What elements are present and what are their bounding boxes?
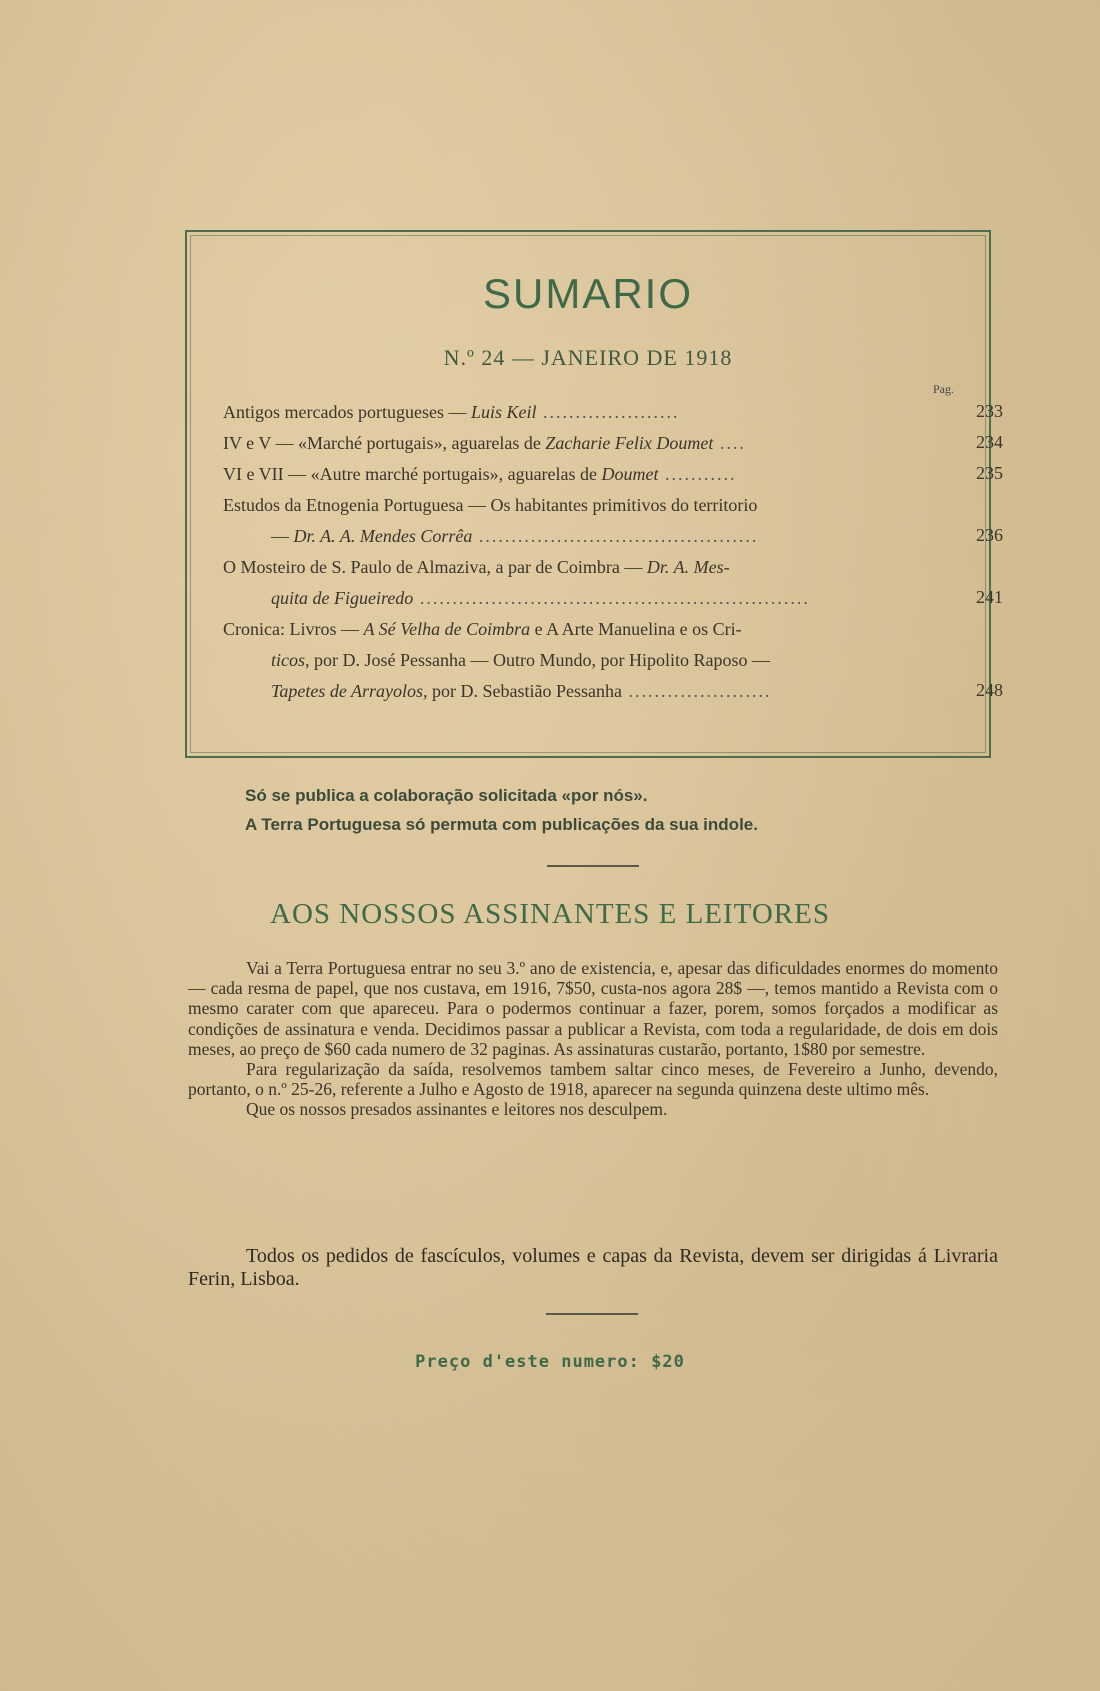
toc-text: A Sé Velha de Coimbra — [363, 619, 531, 639]
toc-text: Dr. A. Mes- — [646, 557, 730, 577]
toc-text: O Mosteiro de S. Paulo de Almaziva, a par de Coimbra — — [223, 557, 647, 577]
leader-dots: ........................................... — [472, 526, 759, 546]
issue-line: N.º 24 — JANEIRO DE 1918 — [443, 345, 733, 370]
issue-price: Preço d'este numero: $20 — [415, 1352, 685, 1372]
divider — [547, 865, 639, 867]
toc-page-number: 236 — [976, 525, 1003, 545]
toc-entry-line — [223, 645, 963, 676]
toc-entry-line — [223, 676, 963, 707]
toc-text: quita de Figueiredo — [271, 588, 414, 608]
section-title: AOS NOSSOS ASSINANTES E LEITORES — [270, 898, 830, 930]
toc-text: e A Arte Manuelina e os Cri- — [530, 619, 742, 639]
toc-text: Cronica: Livros — — [223, 619, 364, 639]
toc-entry-line — [223, 614, 963, 645]
toc-entry-line — [223, 397, 963, 428]
paragraph: Que os nossos presados assinantes e leitores nos desculpem. — [246, 1099, 668, 1120]
leader-dots: .... — [713, 433, 746, 453]
toc-text: Dr. A. A. Mendes Corrêa — [293, 526, 473, 546]
toc-text: Doumet — [601, 464, 659, 484]
toc-entry-line — [223, 459, 963, 490]
toc-text: IV e V — «Marché portugais», aguarelas de — [223, 433, 546, 453]
leader-dots: ...................... — [621, 681, 772, 701]
leader-dots: ..................... — [536, 402, 680, 422]
toc-text: Zacharie Felix Doumet — [545, 433, 714, 453]
toc-text: — — [271, 526, 294, 546]
toc-text: ticos, — [271, 650, 310, 670]
toc-page-number: 248 — [976, 680, 1003, 700]
notice-collaboration: Só se publica a colaboração solicitada «por nós». — [245, 786, 648, 805]
toc-text: Luis Keil — [470, 402, 537, 422]
toc-text: Antigos mercados portugueses — — [223, 402, 471, 422]
summary-title: SUMARIO — [482, 270, 693, 317]
table-of-contents — [223, 397, 1003, 707]
toc-text: Tapetes de Arrayolos, — [271, 681, 428, 701]
leader-dots: ............................................................ — [413, 588, 810, 608]
toc-text: por D. José Pessanha — Outro Mundo, por Hipolito Raposo — — [309, 650, 770, 670]
divider — [546, 1313, 638, 1315]
toc-entry-line — [223, 552, 963, 583]
toc-text: por D. Sebastião Pessanha — [427, 681, 622, 701]
paragraph: Vai a Terra Portuguesa entrar no seu 3.º ano de existencia, e, apesar das dificuldades enormes do momento — cada resma de papel, que nos custava, em 1916, 7$50, custa-nos agora 28$ —, temos mantido a Revista com o mesmo carater com que apareceu. Para o podermos continuar a fazer, porem, somos forçados a modificar as condições de assinatura e venda. Decidimos passar a publicar a Revista, com toda a regularidade, de dois em dois meses, ao preço de $60 cada numero de 32 paginas. As assinaturas custarão, portanto, 1$80 por semestre. — [188, 958, 998, 1059]
toc-entry-line — [223, 428, 963, 459]
page-column-label: Pag. — [933, 382, 954, 396]
toc-page-number: 235 — [976, 463, 1003, 483]
toc-page-number: 241 — [976, 587, 1003, 607]
paragraph: Para regularização da saída, resolvemos tambem saltar cinco meses, de Fevereiro a Junho, devendo, portanto, o n.º 25-26, referente a Julho e Agosto de 1918, aparecer na segunda quinzena deste ultimo mês. — [188, 1059, 998, 1100]
leader-dots: ........... — [658, 464, 737, 484]
summary-box — [185, 230, 1003, 758]
toc-entry-line — [223, 490, 963, 521]
orders-note: Todos os pedidos de fascículos, volumes e capas da Revista, devem ser dirigidas á Livraria Ferin, Lisboa. — [188, 1245, 998, 1290]
toc-text: VI e VII — «Autre marché portugais», aguarelas de — [223, 464, 602, 484]
toc-text: Estudos da Etnogenia Portuguesa — Os habitantes primitivos do territorio — [223, 495, 758, 515]
toc-page-number: 233 — [976, 401, 1003, 421]
notice-text — [188, 958, 998, 1120]
toc-entry-line — [223, 521, 963, 552]
notice-exchange: A Terra Portuguesa só permuta com publicações da sua indole. — [245, 815, 758, 834]
toc-page-number: 234 — [976, 432, 1003, 452]
toc-entry-line — [223, 583, 963, 614]
